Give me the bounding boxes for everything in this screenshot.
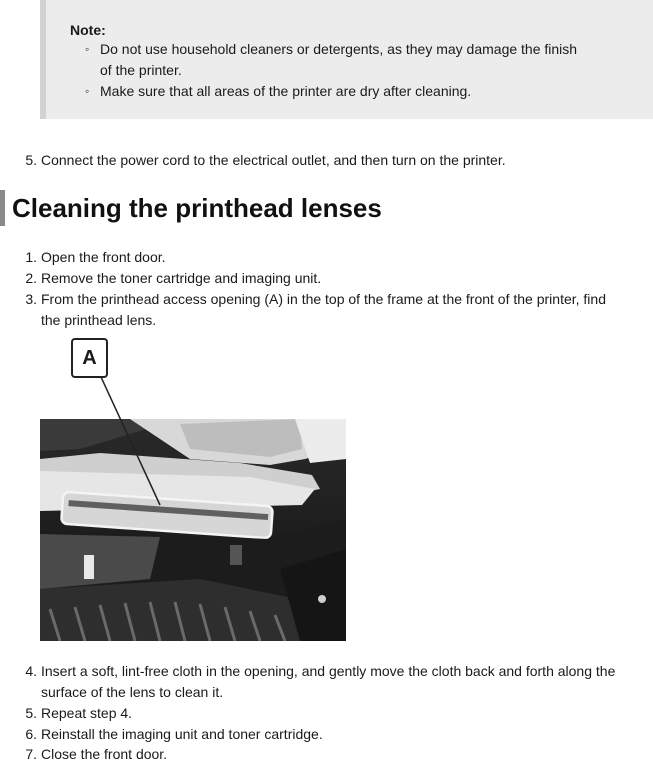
section-title: Cleaning the printhead lenses xyxy=(0,190,382,226)
step-text: the printhead lens. xyxy=(41,312,157,328)
step-number: 3. xyxy=(25,291,37,307)
step-text: Insert a soft, lint-free cloth in the opening, and gently move the cloth back and forth along the xyxy=(41,663,616,679)
step-text: Remove the toner cartridge and imaging unit. xyxy=(41,270,322,286)
step-text: Repeat step 4. xyxy=(41,705,133,721)
note-item-line: Make sure that all areas of the printer are dry after cleaning. xyxy=(100,83,472,99)
bullet-icon: ◦ xyxy=(85,42,90,56)
list-item xyxy=(25,268,322,289)
list-item xyxy=(25,744,168,765)
list-item xyxy=(25,289,653,331)
note-item-line: of the printer. xyxy=(100,62,182,78)
step-number: 5. xyxy=(25,152,37,168)
note-box xyxy=(40,0,653,119)
step-number: 2. xyxy=(25,270,37,286)
step-text: surface of the lens to clean it. xyxy=(41,684,224,700)
step-number: 4. xyxy=(25,663,37,679)
bullet-icon: ◦ xyxy=(85,84,90,98)
step-number: 5. xyxy=(25,705,37,721)
step-text: From the printhead access opening (A) in the top of the frame at the front of the printer, find xyxy=(41,291,606,307)
step-number: 6. xyxy=(25,726,37,742)
list-item xyxy=(25,247,166,268)
list-item xyxy=(25,150,506,171)
step-text: Close the front door. xyxy=(41,746,168,762)
printer-printhead-photo xyxy=(40,419,346,641)
step-number: 1. xyxy=(25,249,37,265)
list-item xyxy=(25,661,653,703)
list-item xyxy=(25,703,133,724)
step-text: Connect the power cord to the electrical outlet, and then turn on the printer. xyxy=(41,152,506,168)
note-item xyxy=(85,81,620,102)
note-item xyxy=(85,39,620,81)
note-title: Note: xyxy=(70,22,106,38)
note-item-line: Do not use household cleaners or detergents, as they may damage the finish xyxy=(100,41,578,57)
step-text: Open the front door. xyxy=(41,249,166,265)
step-number: 7. xyxy=(25,746,37,762)
callout-label: A xyxy=(71,338,108,378)
list-item xyxy=(25,724,323,745)
step-text: Reinstall the imaging unit and toner cartridge. xyxy=(41,726,323,742)
